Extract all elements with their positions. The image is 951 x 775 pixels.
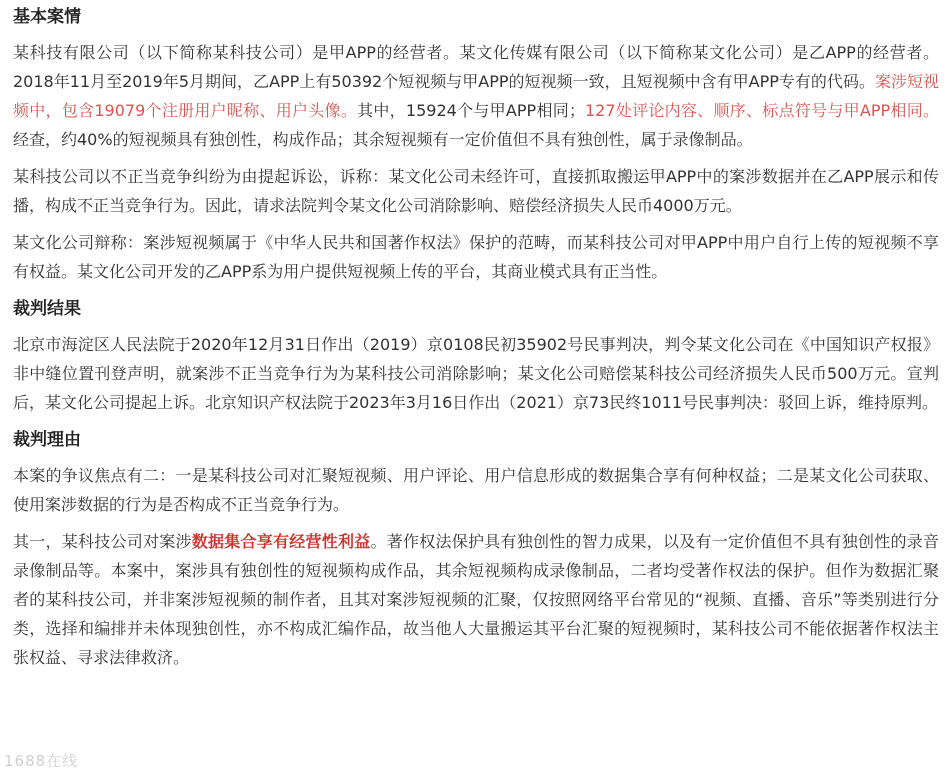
basic-facts-paragraph-3: 某文化公司辩称：案涉短视频属于《中华人民共和国著作权法》保护的范畴，而某科技公司对甲APP中用户自行上传的短视频不享有权益。某文化公司开发的乙APP系为用户提供短视频上传的平台，其商业模式具有正当性。 <box>13 233 939 281</box>
highlight-data-collection-interest: 数据集合享有经营性利益 <box>191 532 371 551</box>
section-heading-basic-facts: 基本案情 <box>13 7 81 27</box>
watermark: 1688在线 <box>4 752 79 770</box>
basic-facts-text-2: 其中，15924个与甲APP相同； <box>357 101 585 120</box>
highlight-comments-identical: 127处评论内容、顺序、标点符号与甲APP相同。 <box>585 101 939 120</box>
section-heading-judgment-reasons: 裁判理由 <box>13 430 81 450</box>
basic-facts-paragraph-1 <box>13 38 939 154</box>
judgment-result-paragraph: 北京市海淀区人民法院于2020年12月31日作出（2019）京0108民初35902号民事判决，判令某文化公司在《中国知识产权报》非中缝位置刊登声明，就案涉不正当竞争行为为某科技公司消除影响；某文化公司赔偿某科技公司经济损失人民币500万元。宣判后，某文化公司提起上诉。北京知识产权法院于2023年3月16日作出（2021）京73民终1011号民事判决：驳回上诉，维持原判。 <box>13 335 939 412</box>
section-heading-judgment-result: 裁判结果 <box>13 299 81 319</box>
basic-facts-text-1: 某科技有限公司（以下简称某科技公司）是甲APP的经营者。某文化传媒有限公司（以下简称某文化公司）是乙APP的经营者。2018年11月至2019年5月期间，乙APP上有50392个短视频与甲APP的短视频一致，且短视频中含有甲APP专有的代码。 <box>13 43 939 91</box>
judgment-reasons-paragraph-1: 本案的争议焦点有二：一是某科技公司对汇聚短视频、用户评论、用户信息形成的数据集合享有何种权益；二是某文化公司获取、使用案涉数据的行为是否构成不正当竞争行为。 <box>13 466 939 514</box>
judgment-reasons-text-1: 其一，某科技公司对案涉 <box>13 532 192 551</box>
judgment-reasons-paragraph-2 <box>13 527 939 672</box>
highlight-user-nicknames: 案涉短视频中，包含19079个注册用户昵称、用户头像。 <box>13 72 939 120</box>
basic-facts-text-3: 经查，约40%的短视频具有独创性，构成作品；其余短视频有一定价值但不具有独创性，属于录像制品。 <box>13 130 753 149</box>
judgment-reasons-text-2: 。著作权法保护具有独创性的智力成果，以及有一定价值但不具有独创性的录音录像制品等。本案中，案涉具有独创性的短视频构成作品，其余短视频构成录像制品，二者均受著作权法的保护。但作为数据汇聚者的某科技公司，并非案涉短视频的制作者，且其对案涉短视频的汇聚，仅按照网络平台常见的“视频、直播、音乐”等类别进行分类，选择和编排并未体现独创性，亦不构成汇编作品，故当他人大量搬运其平台汇聚的短视频时，某科技公司不能依据著作权法主张权益、寻求法律救济。 <box>13 532 939 667</box>
basic-facts-paragraph-2: 某科技公司以不正当竞争纠纷为由提起诉讼，诉称：某文化公司未经许可，直接抓取搬运甲APP中的案涉数据并在乙APP展示和传播，构成不正当竞争行为。因此，请求法院判令某文化公司消除影响、赔偿经济损失人民币4000万元。 <box>13 167 939 215</box>
